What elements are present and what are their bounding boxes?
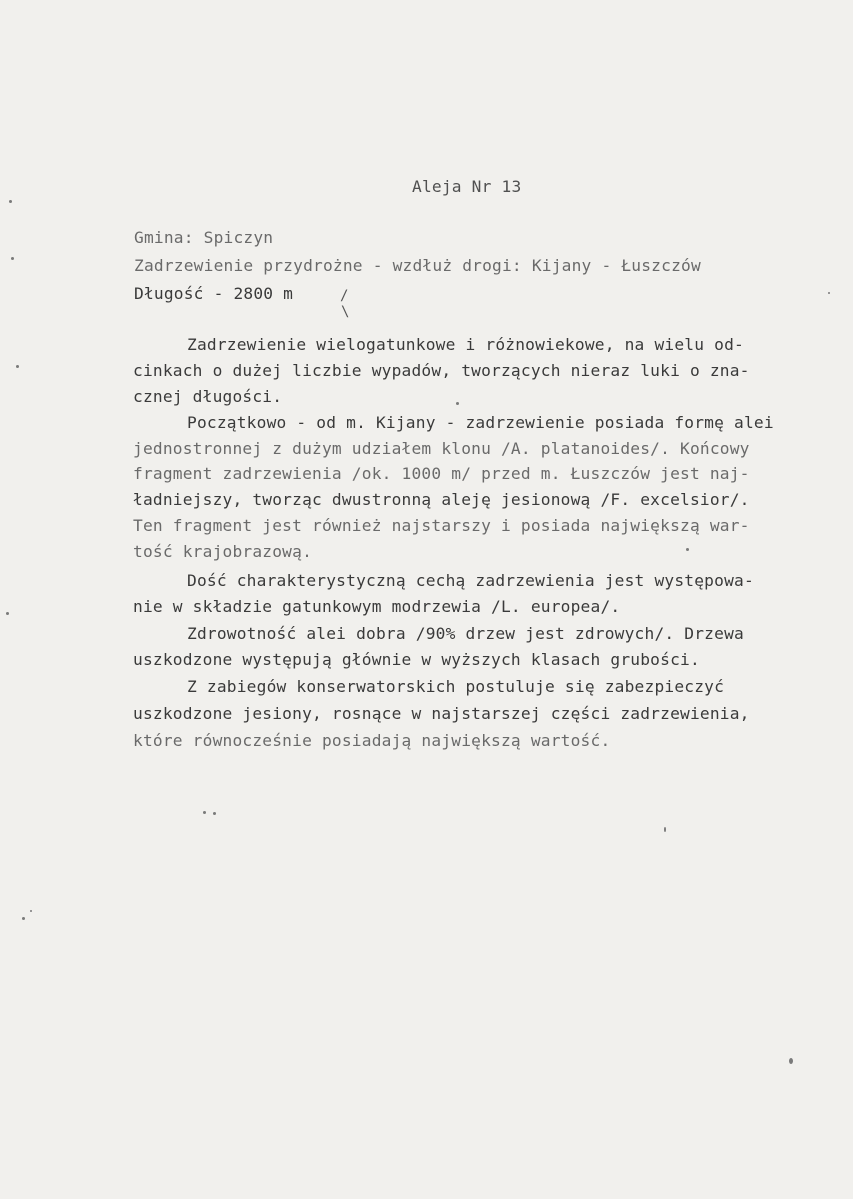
- document-title: Aleja Nr 13: [412, 177, 522, 196]
- gmina-line: Gmina: Spiczyn: [134, 228, 274, 247]
- dlugosc-line: Długość - 2800 m: [134, 284, 294, 303]
- pencil-mark: \: [341, 304, 350, 320]
- zadrzewienie-line: Zadrzewienie przydrożne - wzdłuż drogi: Kijany - Łuszczów: [134, 256, 701, 275]
- body-line: Ten fragment jest również najstarszy i posiada największą war-: [133, 516, 750, 535]
- scan-speck: [456, 402, 459, 405]
- body-line: jednostronnej z dużym udziałem klonu /A. platanoides/. Końcowy: [133, 439, 750, 458]
- body-line: uszkodzone jesiony, rosnące w najstarszej części zadrzewienia,: [133, 704, 750, 723]
- scan-speck: [16, 365, 19, 368]
- body-line: tość krajobrazową.: [133, 542, 313, 561]
- body-line: Zdrowotność alei dobra /90% drzew jest zdrowych/. Drzewa: [187, 624, 744, 643]
- body-line: cznej długości.: [133, 387, 283, 406]
- body-line: ładniejszy, tworząc dwustronną aleję jesionową /F. excelsior/.: [133, 490, 750, 509]
- body-line: Dość charakterystyczną cechą zadrzewienia jest występowa-: [187, 571, 754, 590]
- body-line: fragment zadrzewienia /ok. 1000 m/ przed m. Łuszczów jest naj-: [133, 464, 750, 483]
- scan-speck: [203, 811, 206, 814]
- scan-speck: [789, 1058, 793, 1064]
- scan-speck: [22, 917, 25, 920]
- scan-speck: [11, 257, 14, 260]
- scan-speck: [30, 910, 32, 912]
- body-line: nie w składzie gatunkowym modrzewia /L. europea/.: [133, 597, 621, 616]
- scan-speck: [828, 292, 830, 294]
- scan-speck: [686, 548, 689, 551]
- body-line: Zadrzewienie wielogatunkowe i różnowiekowe, na wielu od-: [187, 335, 744, 354]
- scan-speck: [9, 200, 12, 203]
- scan-speck: [213, 812, 216, 815]
- scan-speck: [6, 612, 9, 615]
- body-line: Z zabiegów konserwatorskich postuluje się zabezpieczyć: [187, 677, 725, 696]
- body-line: uszkodzone występują głównie w wyższych klasach grubości.: [133, 650, 700, 669]
- scan-speck: [664, 827, 666, 832]
- body-line: cinkach o dużej liczbie wypadów, tworzących nieraz luki o zna-: [133, 361, 750, 380]
- pencil-mark: /: [340, 288, 349, 304]
- body-line: które równocześnie posiadają największą wartość.: [133, 731, 611, 750]
- body-line: Początkowo - od m. Kijany - zadrzewienie posiada formę alei: [187, 413, 774, 432]
